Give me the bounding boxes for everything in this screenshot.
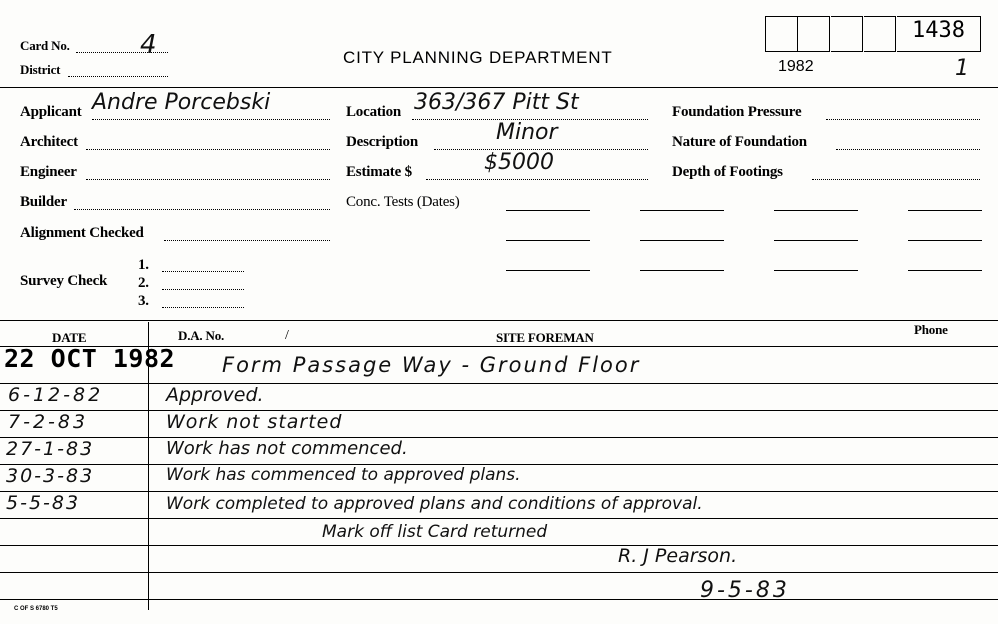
signature: R. J Pearson. bbox=[618, 545, 738, 567]
nature-foundation-label: Nature of Foundation bbox=[672, 134, 807, 150]
header-rule bbox=[0, 87, 998, 88]
log-rule bbox=[0, 383, 998, 384]
engineer-line bbox=[86, 179, 330, 180]
entry-text: Work not started bbox=[166, 411, 343, 433]
depth-footings-line bbox=[812, 179, 980, 180]
da-no-label: D.A. No. bbox=[178, 328, 225, 343]
conc-blank bbox=[506, 240, 590, 241]
log-rule bbox=[0, 572, 998, 573]
conc-blank bbox=[774, 270, 858, 271]
survey-num-1: 1. bbox=[138, 257, 149, 273]
builder-line bbox=[74, 209, 330, 210]
serial-number: 1438 bbox=[912, 18, 965, 43]
final-date: 9-5-83 bbox=[700, 578, 790, 603]
alignment-line bbox=[164, 240, 330, 241]
entry-date: 27-1-83 bbox=[6, 438, 95, 460]
log-rule bbox=[0, 518, 998, 519]
conc-tests-label: Conc. Tests (Dates) bbox=[346, 194, 460, 210]
log-rule bbox=[0, 545, 998, 546]
entry-text: Approved. bbox=[166, 384, 264, 406]
conc-blank bbox=[506, 270, 590, 271]
conc-blank bbox=[506, 210, 590, 211]
log-rule bbox=[0, 437, 998, 438]
log-rule bbox=[0, 599, 998, 600]
conc-blank bbox=[640, 270, 724, 271]
mark-off-note: Mark off list Card returned bbox=[322, 522, 548, 542]
survey-check-label: Survey Check bbox=[20, 273, 108, 289]
architect-line bbox=[86, 149, 330, 150]
description-label: Description bbox=[346, 134, 418, 150]
survey-num-2: 2. bbox=[138, 275, 149, 291]
alignment-label: Alignment Checked bbox=[20, 225, 144, 241]
entry-text: Work completed to approved plans and conditions of approval. bbox=[166, 494, 703, 514]
entry-text: Form Passage Way - Ground Floor bbox=[222, 353, 641, 377]
entry-date: 7-2-83 bbox=[8, 411, 89, 433]
survey-line-3 bbox=[162, 307, 244, 308]
entry-date: 30-3-83 bbox=[6, 465, 95, 487]
survey-line-1 bbox=[162, 271, 244, 272]
foundation-pressure-line bbox=[826, 119, 980, 120]
district-label: District bbox=[20, 62, 61, 77]
conc-blank bbox=[908, 270, 982, 271]
entry-text: Work has commenced to approved plans. bbox=[166, 465, 521, 485]
card-no-value: 4 bbox=[140, 30, 157, 60]
survey-num-3: 3. bbox=[138, 293, 149, 309]
serial-box-1 bbox=[765, 16, 798, 52]
estimate-label: Estimate $ bbox=[346, 164, 412, 180]
entry-date: 5-5-83 bbox=[6, 492, 81, 514]
conc-blank bbox=[774, 210, 858, 211]
site-foreman-label: SITE FOREMAN bbox=[496, 330, 594, 345]
estimate-value: $5000 bbox=[484, 150, 554, 175]
conc-blank bbox=[774, 240, 858, 241]
builder-label: Builder bbox=[20, 194, 67, 210]
entry-text: Work has not commenced. bbox=[166, 438, 408, 459]
footer-code: C OF S 6780 T5 bbox=[14, 606, 58, 612]
phone-label: Phone bbox=[914, 322, 948, 337]
card-no-label: Card No. bbox=[20, 38, 70, 53]
location-value: 363/367 Pitt St bbox=[414, 90, 579, 115]
foundation-pressure-label: Foundation Pressure bbox=[672, 104, 802, 120]
district-line bbox=[68, 76, 168, 77]
conc-blank bbox=[640, 240, 724, 241]
survey-line-2 bbox=[162, 289, 244, 290]
year-label: 1982 bbox=[778, 58, 814, 75]
architect-label: Architect bbox=[20, 134, 78, 150]
log-rule bbox=[0, 410, 998, 411]
applicant-label: Applicant bbox=[20, 104, 82, 120]
serial-mark: 1 bbox=[955, 56, 969, 81]
section-rule bbox=[0, 320, 998, 321]
depth-footings-label: Depth of Footings bbox=[672, 164, 783, 180]
conc-blank bbox=[640, 210, 724, 211]
entry-date: 6-12-82 bbox=[8, 384, 104, 406]
da-no-value: / bbox=[285, 328, 289, 343]
applicant-value: Andre Porcebski bbox=[92, 90, 271, 115]
estimate-line bbox=[426, 179, 648, 180]
description-value: Minor bbox=[496, 120, 558, 145]
conc-blank bbox=[908, 240, 982, 241]
date-header: DATE bbox=[52, 330, 87, 345]
serial-box-4 bbox=[864, 16, 896, 52]
conc-blank bbox=[908, 210, 982, 211]
stamped-date: 22 OCT 1982 bbox=[4, 344, 176, 373]
engineer-label: Engineer bbox=[20, 164, 77, 180]
applicant-line bbox=[92, 119, 330, 120]
serial-box-2 bbox=[798, 16, 830, 52]
location-label: Location bbox=[346, 104, 402, 120]
department-title: CITY PLANNING DEPARTMENT bbox=[343, 48, 613, 67]
nature-foundation-line bbox=[836, 149, 980, 150]
serial-box-3 bbox=[831, 16, 863, 52]
log-rule bbox=[0, 491, 998, 492]
